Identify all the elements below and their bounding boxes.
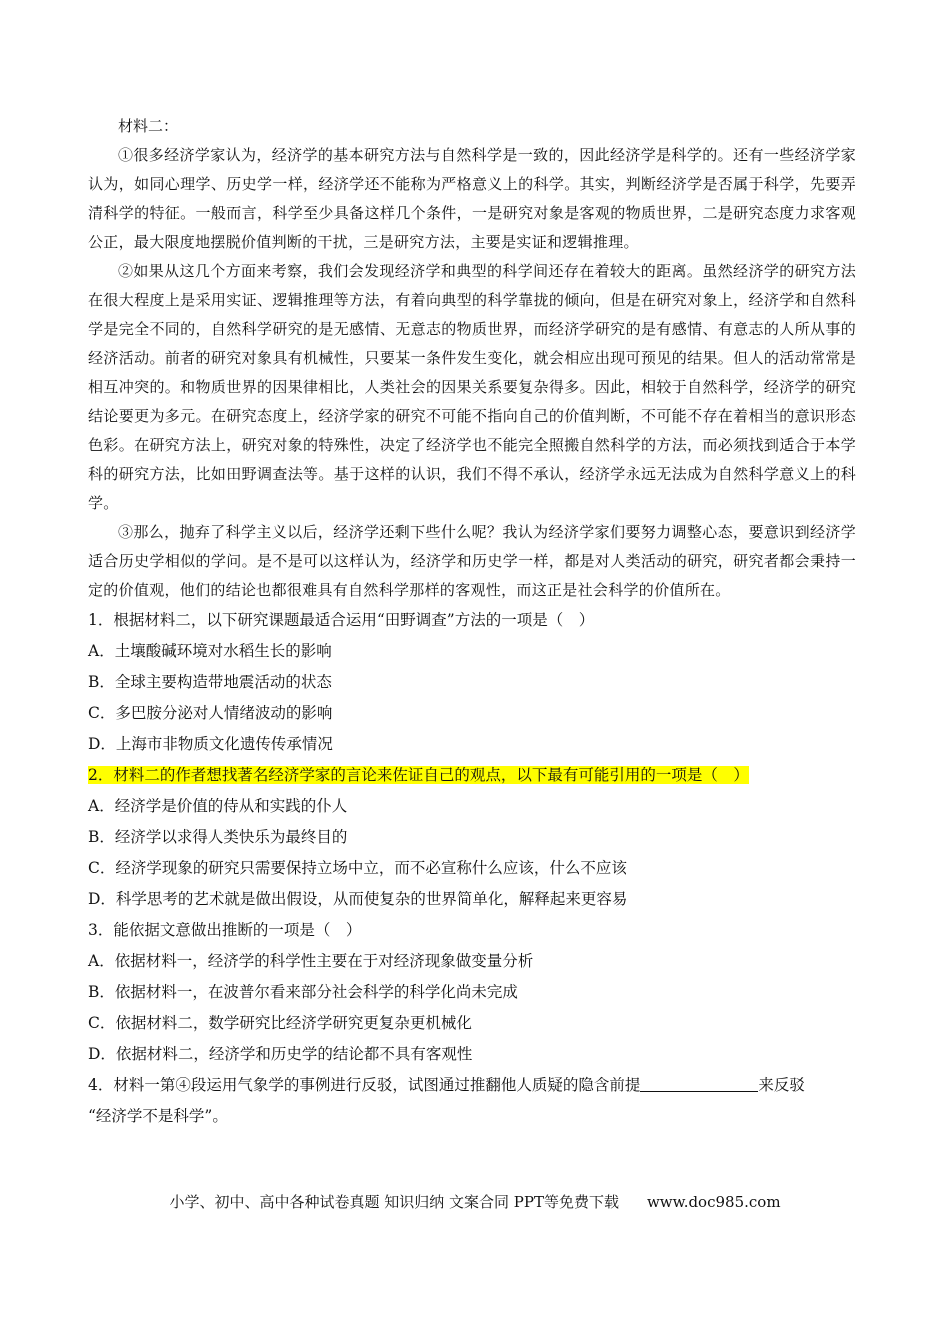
material-title: 材料二：	[118, 117, 179, 135]
footer-site-link[interactable]: www.doc985.com	[646, 1193, 781, 1211]
option-a: A．土壤酸碱环境对水稻生长的影响	[88, 642, 332, 660]
question-1	[88, 605, 856, 760]
question-4	[88, 1070, 856, 1132]
material-paragraph-2: ②如果从这几个方面来考察，我们会发现经济学和典型的科学间还存在着较大的距离。虽然经济学的研究方法在很大程度上是采用实证、逻辑推理等方法，有着向典型的科学靠拢的倾向，但是在研究对象上，经济学和自然科学是完全不同的，自然科学研究的是无感情、无意志的物质世界，而经济学研究的是有感情、有意志的人所从事的经济活动。前者的研究对象具有机械性，只要某一条件发生变化，就会相应出现可预见的结果。但人的活动常常是相互冲突的。和物质世界的因果律相比，人类社会的因果关系要复杂得多。因此，相较于自然科学，经济学的研究结论要更为多元。在研究态度上，经济学家的研究不可能不指向自己的价值判断，不可能不存在着相当的意识形态色彩。在研究方法上，研究对象的特殊性，决定了经济学也不能完全照搬自然科学的方法，而必须找到适合于本学科的研究方法，比如田野调查法等。基于这样的认识，我们不得不承认，经济学永远无法成为自然科学意义上的科学。	[88, 262, 856, 512]
question-stem-highlighted: 2．材料二的作者想找著名经济学家的言论来佐证自己的观点，以下最有可能引用的一项是（ ）	[88, 766, 749, 784]
answer-blank[interactable]	[640, 1075, 758, 1092]
question-stem-line2: “经济学不是科学”。	[88, 1107, 228, 1125]
exam-page	[88, 112, 856, 1132]
option-c: C．依据材料二，数学研究比经济学研究更复杂更机械化	[88, 1014, 472, 1032]
option-b: B．依据材料一，在波普尔看来部分社会科学的科学化尚未完成	[88, 983, 518, 1001]
footer-text: 小学、初中、高中各种试卷真题 知识归纳 文案合同 PPT等免费下载	[169, 1193, 619, 1211]
option-d: D．科学思考的艺术就是做出假设，从而使复杂的世界简单化，解释起来更容易	[88, 890, 628, 908]
option-a: A．依据材料一，经济学的科学性主要在于对经济现象做变量分析	[88, 952, 534, 970]
option-c: C．经济学现象的研究只需要保持立场中立，而不必宣称什么应该，什么不应该	[88, 859, 627, 877]
option-b: B．全球主要构造带地震活动的状态	[88, 673, 332, 691]
page-footer	[0, 1191, 950, 1212]
question-stem: 3．能依据文意做出推断的一项是（ ）	[88, 921, 362, 939]
option-a: A．经济学是价值的侍从和实践的仆人	[88, 797, 348, 815]
question-stem-continued: 来反驳	[758, 1076, 805, 1094]
question-3	[88, 915, 856, 1070]
material-paragraph-1: ①很多经济学家认为，经济学的基本研究方法与自然科学是一致的，因此经济学是科学的。还有一些经济学家认为，如同心理学、历史学一样，经济学还不能称为严格意义上的科学。其实，判断经济学是否属于科学，先要弄清科学的特征。一般而言，科学至少具备这样几个条件，一是研究对象是客观的物质世界，二是研究态度力求客观公正，最大限度地摆脱价值判断的干扰，三是研究方法，主要是实证和逻辑推理。	[88, 146, 856, 251]
option-b: B．经济学以求得人类快乐为最终目的	[88, 828, 348, 846]
option-d: D．依据材料二，经济学和历史学的结论都不具有客观性	[88, 1045, 473, 1063]
option-d: D．上海市非物质文化遗传传承情况	[88, 735, 333, 753]
question-stem: 4．材料一第④段运用气象学的事例进行反驳，试图通过推翻他人质疑的隐含前提	[88, 1076, 641, 1094]
option-c: C．多巴胺分泌对人情绪波动的影响	[88, 704, 333, 722]
question-2	[88, 760, 856, 915]
material-paragraph-3: ③那么，抛弃了科学主义以后，经济学还剩下些什么呢？我认为经济学家们要努力调整心态，要意识到经济学适合历史学相似的学问。是不是可以这样认为，经济学和历史学一样，都是对人类活动的研究，研究者都会秉持一定的价值观，他们的结论也都很难具有自然科学那样的客观性，而这正是社会科学的价值所在。	[88, 523, 856, 599]
question-stem: 1．根据材料二，以下研究课题最适合运用“田野调查”方法的一项是（ ）	[88, 611, 595, 629]
